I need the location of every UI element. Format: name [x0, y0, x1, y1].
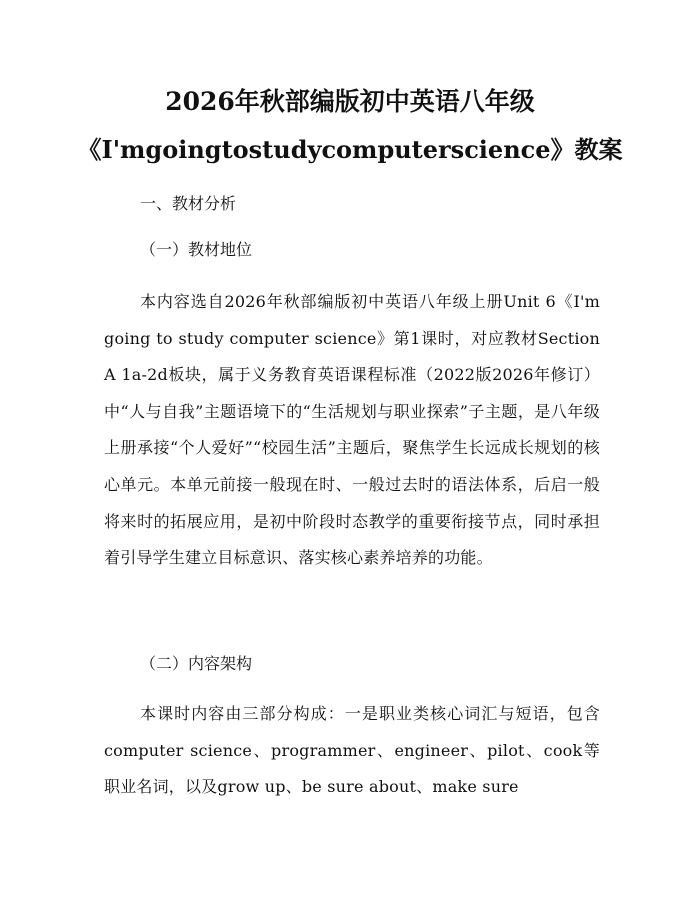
subsection-heading-textbook-position: （一）教材地位 — [140, 240, 253, 259]
paragraph-content-structure: 本课时内容由三部分构成：一是职业类核心词汇与短语，包含computer science、programmer、engineer、pilot、cook等职业名词，以及grow up、be sure about、make sure — [104, 704, 600, 797]
subsection-heading-content-structure: （二）内容架构 — [140, 654, 253, 673]
paragraph-textbook-position: 本内容选自2026年秋部编版初中英语八年级上册Unit 6《I'm going to study computer science》第1课时，对应教材Section A 1a-2d板块，属于义务教育英语课程标准（2022版2026年修订）中“人与自我”主题语境下的“生活规划与职业探索”子主题，是八年级上册承接“个人爱好”“校园生活”主题后，聚焦学生长远成长规划的核心单元。本单元前接一般现在时、一般过去时的语法体系，后启一般将来时的拓展应用，是初中阶段时态教学的重要衔接节点，同时承担着引导学生建立目标意识、落实核心素养培养的功能。 — [104, 292, 600, 568]
document-title-line-2: 《I'mgoingtostudycomputerscience》教案 — [77, 135, 623, 164]
section-heading-textbook-analysis: 一、教材分析 — [140, 194, 237, 213]
document-title-line-1: 2026年秋部编版初中英语八年级 — [165, 87, 535, 116]
